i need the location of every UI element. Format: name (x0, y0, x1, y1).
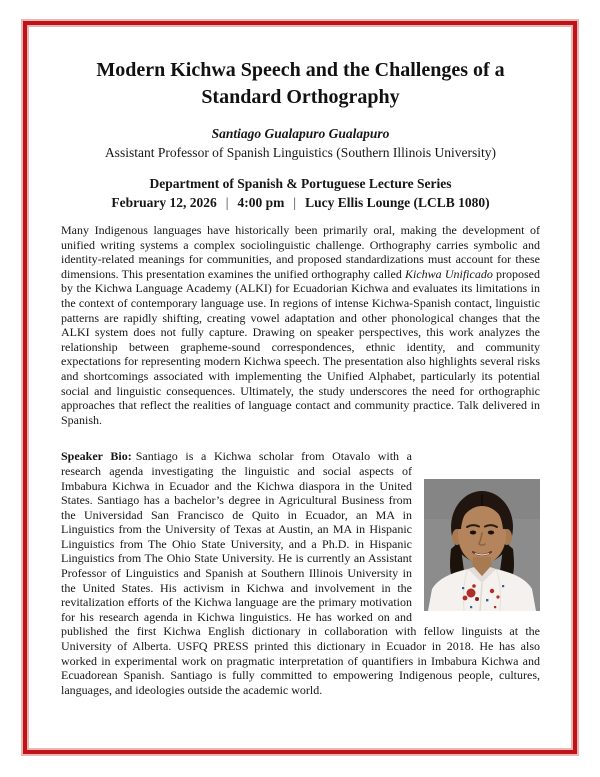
lecture-series-title: Department of Spanish & Portuguese Lecture Series (149, 176, 452, 191)
event-date: February 12, 2026 (111, 195, 217, 210)
portrait-face (458, 495, 506, 564)
event-location: Lucy Ellis Lounge (LCLB 1080) (305, 195, 490, 210)
abstract-paragraph (61, 223, 540, 427)
separator-bar: | (293, 195, 297, 210)
separator-bar: | (225, 195, 229, 210)
bio-label: Speaker Bio: (61, 449, 132, 464)
portrait-illustration (424, 479, 540, 611)
title-line-1: Modern Kichwa Speech and the Challenges of a (96, 59, 505, 81)
title-line-2: Standard Orthography (201, 86, 400, 108)
page-border (23, 21, 577, 754)
bio-text: Santiago is a Kichwa scholar from Otavalo with a research agenda investigating the linguistic and social aspects of Imbabura Kichwa in Ecuador and the Kichwa diaspora in the United States. Santiago has a bachelor’s degree in Agricultural Business from the Universidad San Francisco de Quito in Ecuador, an MA in Linguistics from the University of Texas at Austin, an MA in Hispanic Linguistics from The Ohio State University, and a Ph.D. in Hispanic Linguistics from The Ohio State University. He is currently an Assistant Professor of Linguistics and Spanish at Southern Illinois University in the United States. His activism in Kichwa and involvement in the revitalization efforts of the Kichwa language are the primary motivation for his research agenda in Kichwa linguistics. He has worked on and published the first Kichwa English dictionary in collaboration with fellow linguists at the University of Alberta. USFQ PRESS printed this dictionary in Ecuador in 2018. He has also worked in experimental work on pragmatic interpretation of quantifiers in Imbabura Kichwa and Ecuadorean Spanish. Santiago is fully committed to empowering Indigenous people, cultures, languages, and ideologies outside the academic world. (61, 449, 540, 697)
flyer-content (27, 25, 573, 697)
bio-paragraph (61, 449, 540, 697)
abstract-italic-phrase: Kichwa Unificado (405, 266, 493, 281)
abstract-text-2: proposed by the Kichwa Language Academy (ALKI) for Ecuadorian Kichwa and evaluates its limitations in the context of contemporary language use. In regions of intense Kichwa-Spanish contact, linguistic patterns are rapidly shifting, creating vowel adaptation and other phonological changes that the ALKI system does not fully capture. Drawing on speaker perspectives, this work analyzes the relationship between grapheme-sound correspondences, ethnic identity, and community expectations for representing modern Kichwa speech. The presentation also highlights several risks and shortcomings associated with implementing the Unified Alphabet, particularly its potential social and linguistic consequences. Ultimately, the study underscores the need for orthographic approaches that reflect the realities of language contact and community practice. Talk delivered in Spanish. (61, 266, 540, 427)
event-time: 4:00 pm (237, 195, 285, 210)
event-details (61, 194, 540, 211)
speaker-name: Santiago Gualapuro Gualapuro (211, 126, 390, 141)
speaker-photo (424, 449, 540, 611)
abstract-text-1: Many Indigenous languages have historically been primarily oral, making the development of unified writing systems a complex sociolinguistic challenge. Orthography carries symbolic and identity-related meanings for communities, and proposed standardizations must account for these dimensions. This presentation examines the unified orthography called (61, 223, 540, 281)
speaker-affiliation: Assistant Professor of Spanish Linguistics (Southern Illinois University) (104, 145, 497, 160)
flyer-title (66, 57, 536, 111)
